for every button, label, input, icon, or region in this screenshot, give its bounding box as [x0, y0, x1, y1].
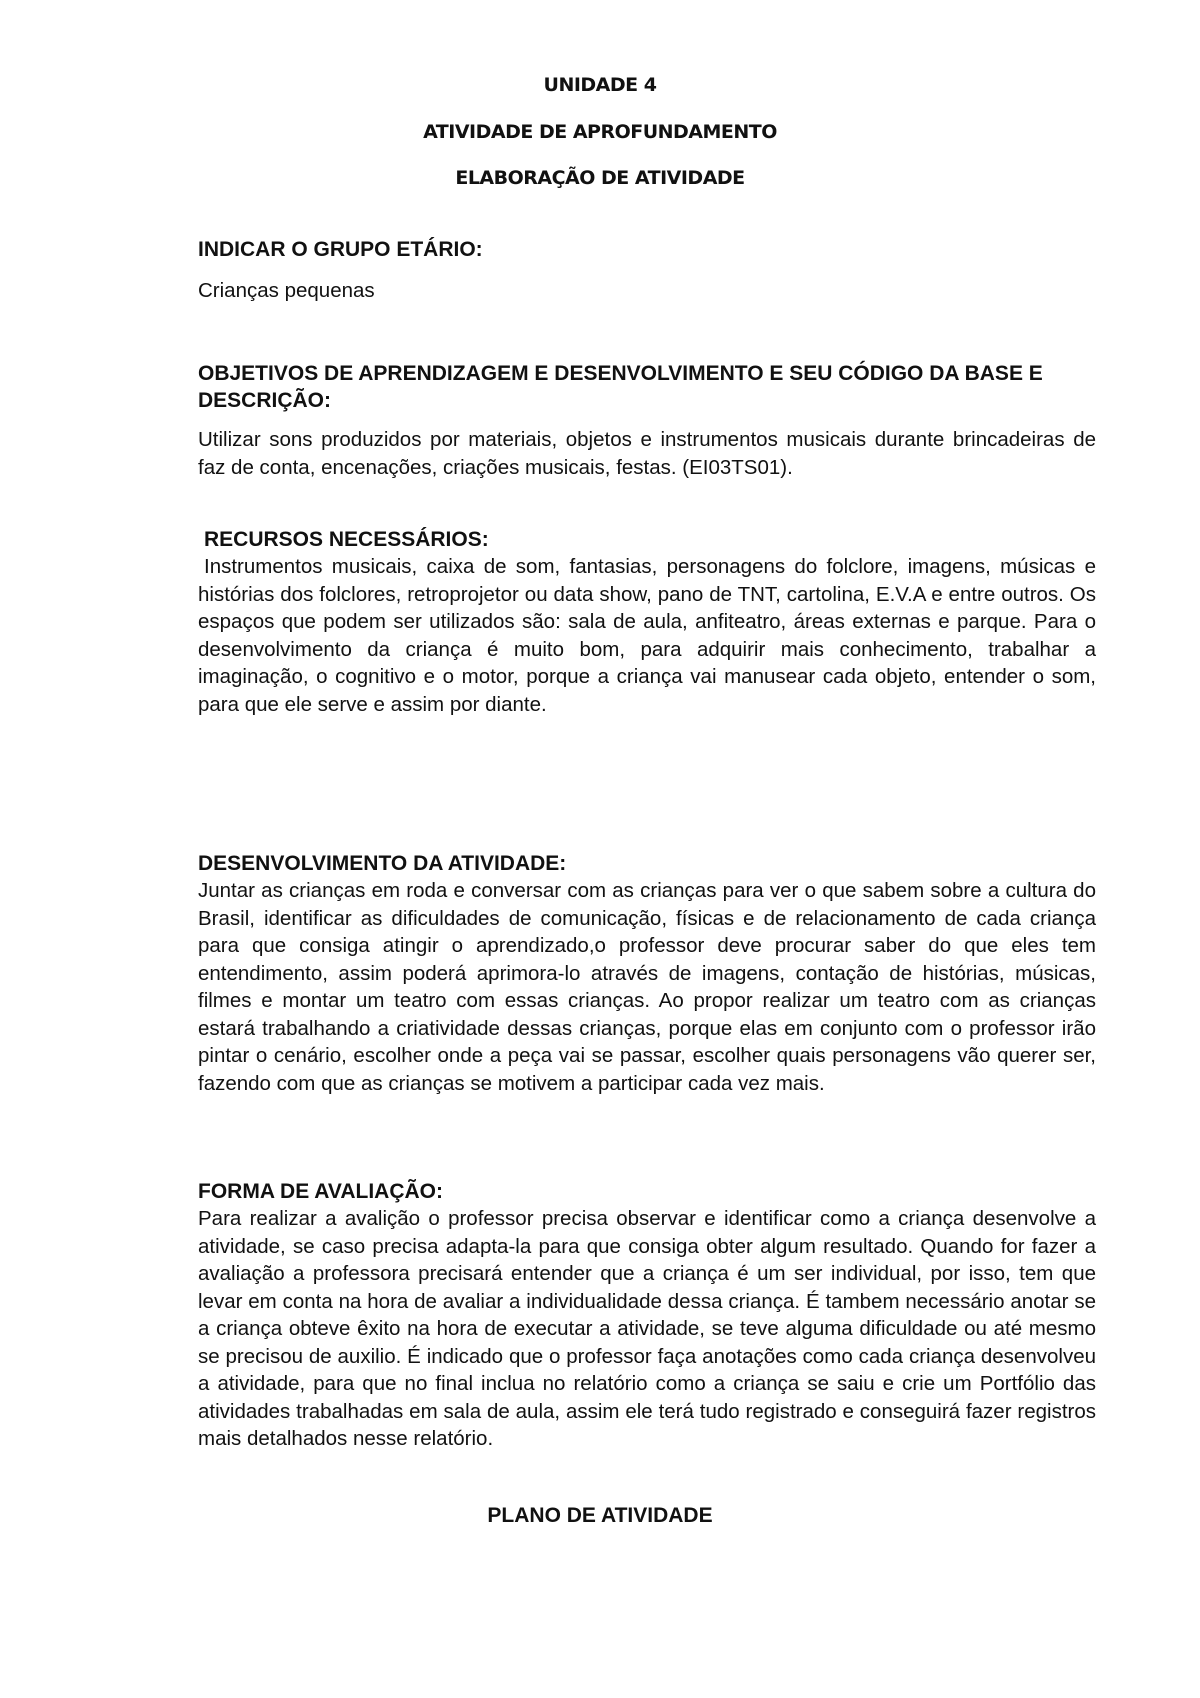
resources-label: RECURSOS NECESSÁRIOS: — [204, 528, 489, 551]
unit-heading: UNIDADE 4 — [543, 74, 657, 96]
activity-type-heading: ATIVIDADE DE APROFUNDAMENTO — [423, 121, 777, 143]
evaluation-text: Para realizar a avalição o professor precisa observar e identificar como a criança desenvolve a atividade, se caso precisa adapta-la para que consiga obter algum resultado. Quando for fazer a avaliação a professora precisará entender que a criança é um ser individual, por isso, tem que levar em conta na hora de avaliar a individualidade dessa criança. É tambem necessário anotar se a criança obteve êxito na hora de executar a atividade, se teve alguma dificuldade ou até mesmo se precisou de auxilio. É indicado que o professor faça anotações como cada criança desenvolveu a atividade, para que no final inclua no relatório como a criança se saiu e crie um Portfólio das atividades trabalhadas em sala de aula, assim ele terá tudo registrado e conseguirá fazer registros mais detalhados nesse relatório. — [198, 1207, 1096, 1450]
evaluation-label: FORMA DE AVALIAÇÃO: — [198, 1180, 443, 1203]
resources-text: Instrumentos musicais, caixa de som, fantasias, personagens do folclore, imagens, músicas e histórias dos folclores, retroprojetor ou data show, pano de TNT, cartolina, E.V.A e entre outros. Os espaços que podem ser utilizados são: sala de aula, anfiteatro, áreas externas e parque. Para o desenvolvimento da criança é muito bom, para adquirir mais conhecimento, trabalhar a imaginação, o cognitivo e o motor, porque a criança vai manusear cada objeto, entender o som, para que ele serve e assim por diante. — [198, 555, 1096, 716]
subtitle-heading: ELABORAÇÃO DE ATIVIDADE — [455, 167, 745, 189]
resources-section — [198, 526, 1096, 718]
development-text: Juntar as crianças em roda e conversar com as crianças para ver o que sabem sobre a cultura do Brasil, identificar as dificuldades de comunicação, físicas e de relacionamento de cada criança para que consiga atingir o aprendizado,o professor deve procurar saber do que eles tem entendimento, assim poderá aprimora-lo através de imagens, contação de histórias, músicas, filmes e montar um teatro com essas crianças. Ao propor realizar um teatro com as crianças estará trabalhando a criatividade dessas crianças, porque elas em conjunto com o professor irão pintar o cenário, escolher onde a peça vai se passar, escolher quais personagens vão querer ser, fazendo com que as crianças se motivem a participar cada vez mais. — [198, 879, 1096, 1095]
development-section — [198, 850, 1096, 1097]
age-group-section — [198, 236, 1096, 304]
objectives-label: OBJETIVOS DE APRENDIZAGEM E DESENVOLVIMENTO E SEU CÓDIGO DA BASE E DESCRIÇÃO: — [198, 362, 1043, 412]
age-group-text: Crianças pequenas — [198, 279, 375, 302]
objectives-text: Utilizar sons produzidos por materiais, objetos e instrumentos musicais durante brincadeiras de faz de conta, encenações, criações musicais, festas. (EI03TS01). — [198, 428, 1096, 479]
age-group-label: INDICAR O GRUPO ETÁRIO: — [198, 238, 483, 261]
plan-heading: PLANO DE ATIVIDADE — [487, 1504, 713, 1527]
evaluation-section — [198, 1178, 1096, 1453]
development-label: DESENVOLVIMENTO DA ATIVIDADE: — [198, 852, 567, 875]
objectives-section — [198, 360, 1096, 481]
